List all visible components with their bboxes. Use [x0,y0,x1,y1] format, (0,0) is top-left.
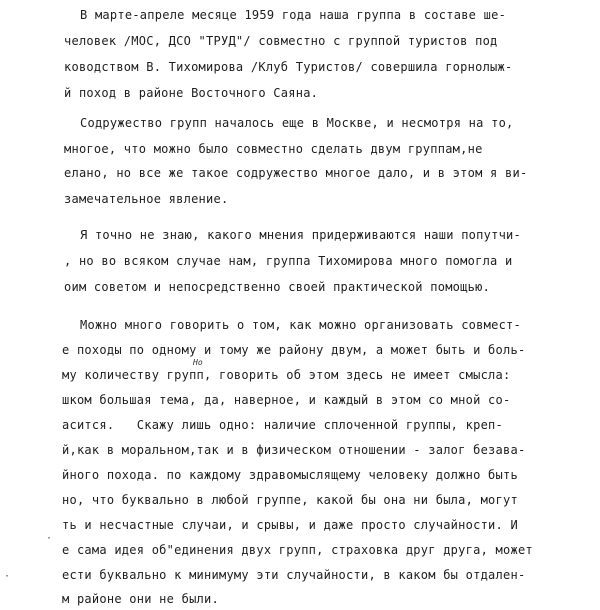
text-line: ть и несчастные случаи, и срывы, и даже просто случайности. И [62,518,518,532]
handwritten-insertion: Но [193,358,203,367]
text-line: Можно много говорить о том, как можно организовать совмест- [80,318,522,332]
text-line: е походы по одному и тому же району двум, а может быть и боль- [62,343,526,357]
scan-speck: · [46,533,53,544]
scan-speck: · [4,571,11,582]
text-line: замечательное явление. [64,192,229,206]
text-line: ести буквально к минимуму эти случайности, в каком бы отдален- [62,568,526,582]
text-line: е сама идея об"единения двух групп, страховка друг друга, может [62,543,533,557]
text-line: В марте-апреле месяце 1959 года наша группа в составе ше- [80,8,507,22]
text-line: му количеству групп, говорить об этом здесь не имеет смысла: [62,368,511,382]
text-line: елано, но все же такое содружество многое дало, и в этом я ви- [64,166,528,180]
text-line: многое, что можно было совместно сделать двум группам,не [64,142,483,156]
text-line: м районе они не были. [62,592,219,606]
text-line: асится. Скажу лишь одно: наличие сплоченной группы, креп- [62,418,504,432]
text-line: шком большая тема, да, наверное, и каждый в этом со мной со- [62,393,511,407]
text-line: человек /МОС, ДСО "ТРУД"/ совместно с группой туристов под [64,34,498,48]
text-line: но, что буквально в любой группе, какой бы она ни была, могут [62,493,518,507]
text-line: й поход в районе Восточного Саяна. [64,86,319,100]
text-line: ководством В. Тихомирова /Клуб Туристов/ совершила горнолыж- [64,60,513,74]
text-line: оим советом и непосредственно своей практической помощью. [64,280,491,294]
text-line: Содружество групп началось еще в Москве, и несмотря на то, [80,116,514,130]
text-line: Я точно не знаю, какого мнения придерживаются наши попутчи- [80,228,522,242]
text-line: , но во всяком случае нам, группа Тихомирова много помогла и [64,254,513,268]
text-line: йного похода. по каждому здравомыслящему человеку должно быть [62,468,518,482]
text-line: й,как в моральном,так и в физическом отношении - залог безава- [62,443,526,457]
